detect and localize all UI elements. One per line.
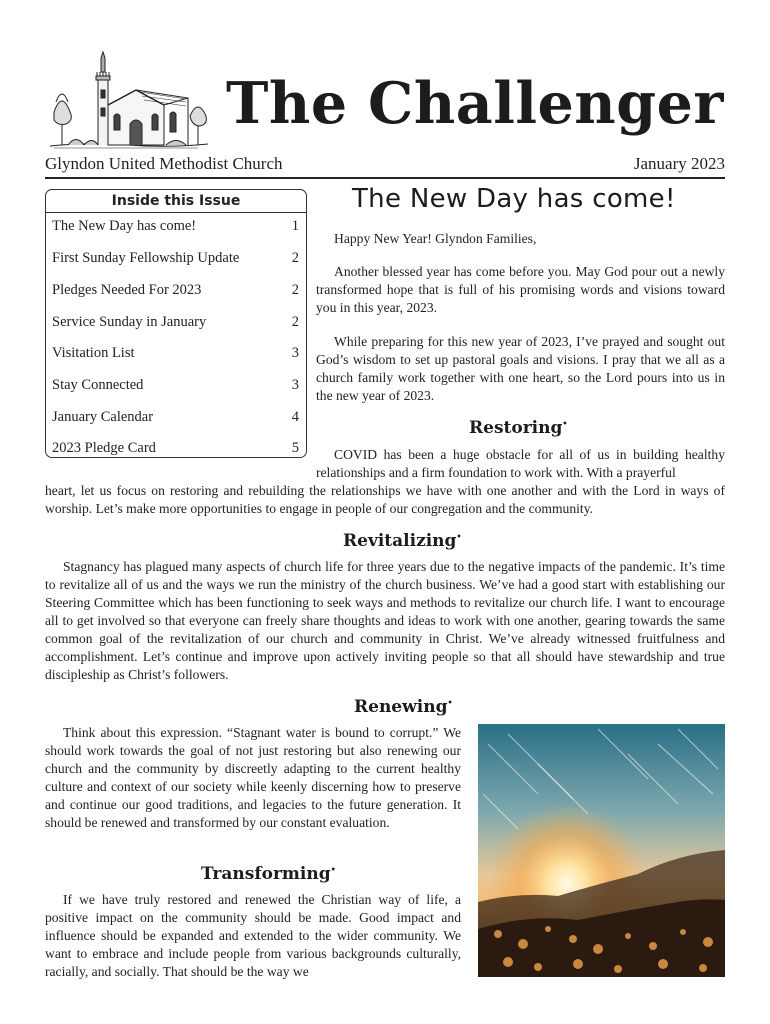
toc-item-page: 2 xyxy=(291,250,299,266)
toc-item-page: 2 xyxy=(291,282,299,298)
heading-bullet-icon: • xyxy=(330,864,336,874)
heading-bullet-icon: • xyxy=(456,531,462,541)
toc-item-label: Service Sunday in January xyxy=(52,314,207,330)
toc-item-page: 4 xyxy=(291,409,299,425)
article-intro-paragraph: While preparing for this new year of 2023, I’ve prayed and sought out God’s wisdom to set up pastoral goals and visions. I pray that we all as a church family work together with one heart, so the Lord pours into us in the new year of 2023. xyxy=(316,334,725,403)
toc-item[interactable] xyxy=(52,312,299,332)
toc-item[interactable] xyxy=(52,343,299,363)
article-greeting: Happy New Year! Glyndon Families, xyxy=(334,231,537,246)
toc-item[interactable] xyxy=(52,248,299,268)
toc-item[interactable] xyxy=(52,280,299,300)
church-name: Glyndon United Methodist Church xyxy=(45,154,283,173)
section-text-transforming: If we have truly restored and renewed the Christian way of life, a positive impact on the community should be made. Good impact and influence should be expanded and extended to the wider community. We want to embrace and include people from various backgrounds culturally, racially, and socially. That should be the way we xyxy=(45,892,461,979)
section-text-restoring-continued: heart, let us focus on restoring and rebuilding the relationships we have with one another and with the Lord in ways of worship. Let’s make more opportunities to engage in people of our congregation and the community. xyxy=(45,483,725,516)
toc-item-label: Visitation List xyxy=(52,345,135,361)
article-title: The New Day has come! xyxy=(352,184,676,214)
masthead-rule xyxy=(45,177,725,179)
section-text-renewing: Think about this expression. “Stagnant water is bound to corrupt.” We should work towards the goal of not just restoring but also renewing our church and the community by discreetly adapting to the current healthy culture and context of our society while keenly discerning how to preserve and continue our good traditions, and legacies to the future generation. It should be renewed and transformed by our constant evaluation. xyxy=(45,725,461,830)
toc-item[interactable] xyxy=(52,216,299,236)
toc-item-page: 2 xyxy=(291,314,299,330)
toc-item[interactable] xyxy=(52,375,299,395)
section-heading-transforming: Transforming• xyxy=(201,864,336,884)
section-text-revitalizing: Stagnancy has plagued many aspects of church life for three years due to the negative impacts of the pandemic. It’s time to revitalize all of us and the ways we run the ministry of the church business. We’ve had a good start with establishing our Steering Committee which has been functioning to seek ways and methods to revitalize our church life. I want to encourage all to get involved so that everyone can freely share thoughts and ideas to work with one another, gearing towards the same common goal of the revitalization of our church and community in Christ. We’ve already witnessed fruitfulness and accomplishment. Let’s continue and improve upon actively inviting people so that all should have stewardship and true discipleship as Christ’s followers. xyxy=(45,559,725,682)
toc-item[interactable] xyxy=(52,407,299,427)
table-of-contents xyxy=(45,189,307,458)
toc-item-page: 1 xyxy=(291,218,299,234)
toc-item-label: Pledges Needed For 2023 xyxy=(52,282,202,298)
toc-item-page: 5 xyxy=(291,440,299,456)
toc-item-page: 3 xyxy=(291,377,299,393)
toc-item-label: 2023 Pledge Card xyxy=(52,440,156,456)
newsletter-title: The Challenger xyxy=(226,70,724,137)
toc-heading: Inside this Issue xyxy=(46,190,306,213)
section-heading-renewing: Renewing• xyxy=(354,697,453,717)
toc-item-label: January Calendar xyxy=(52,409,154,425)
toc-item-label: Stay Connected xyxy=(52,377,144,393)
heading-bullet-icon: • xyxy=(562,418,568,428)
sunset-photo xyxy=(478,724,725,977)
toc-item-label: The New Day has come! xyxy=(52,218,197,234)
section-heading-restoring: Restoring• xyxy=(469,418,568,438)
church-illustration xyxy=(48,50,210,150)
toc-item-page: 3 xyxy=(291,345,299,361)
heading-bullet-icon: • xyxy=(447,697,453,707)
section-heading-revitalizing: Revitalizing• xyxy=(343,531,462,551)
issue-date: January 2023 xyxy=(633,154,725,173)
section-text-restoring: COVID has been a huge obstacle for all of us in building healthy relationships and a firm foundation to work with. With a prayerful xyxy=(316,447,725,480)
toc-item-label: First Sunday Fellowship Update xyxy=(52,250,240,266)
toc-item[interactable] xyxy=(52,438,299,458)
article-intro-paragraph: Another blessed year has come before you. May God pour out a newly transformed hope that is full of his promising words and visions toward you in this year, 2023. xyxy=(316,264,725,315)
